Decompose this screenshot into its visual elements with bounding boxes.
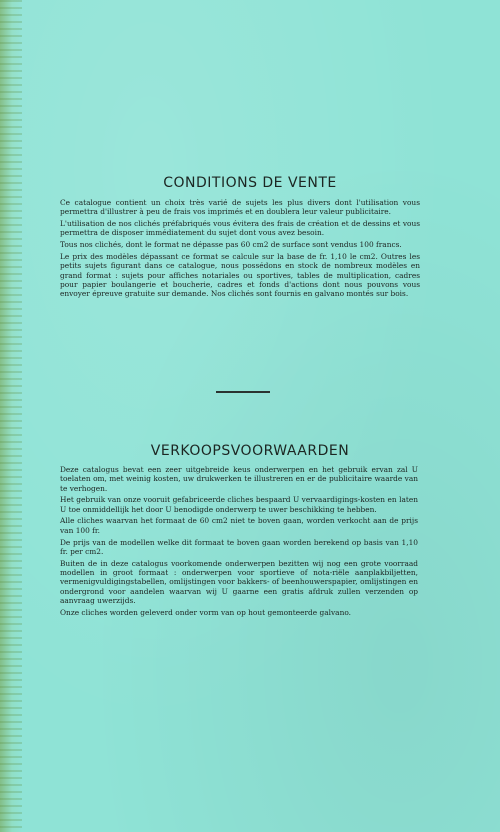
dutch-section-title: VERKOOPSVOORWAARDEN — [150, 443, 350, 459]
page-binding-edge — [0, 0, 22, 832]
dutch-paragraph: Buiten de in deze catalogus voorkomende onderwerpen bezitten wij nog een grote voorraad modellen in groot formaat : onderwerpen voor sportieve of nota-riële aanplakbiljetten, vermenigvuldigingstabellen, omlijstingen voor bakkers- of beenhouwerspapier, omlijstingen en ondergrond voor aandelen waarvan wij U gaarne een gratis afdruk zullen verzenden op aanvraag uwerzijds. — [60, 558, 418, 605]
french-conditions-text — [60, 198, 420, 301]
dutch-paragraph: Onze cliches worden geleverd onder vorm van op hout gemonteerde galvano. — [60, 607, 352, 617]
dutch-paragraph: Deze catalogus bevat een zeer uitgebreide keus onderwerpen en het gebruik ervan zal U toelaten om, met weinig kosten, uw drukwerken te illustreren en er de publicitaire waarde van te verhogen. — [60, 465, 418, 493]
dutch-paragraph: Het gebruik van onze vooruit gefabriceerde cliches bespaard U vervaardigings-kosten en laten U toe onmiddellijk het door U benodigde onderwerp te uwer beschikking te hebben. — [60, 495, 418, 514]
section-divider — [216, 391, 270, 393]
french-paragraph: L'utilisation de nos clichés préfabriqués vous évitera des frais de création et de dessins et vous permettra de disposer immédiatement du sujet dont vous avez besoin. — [60, 219, 420, 238]
french-paragraph: Ce catalogue contient un choix très varié de sujets les plus divers dont l'utilisation vous permettra d'illustrer à peu de frais vos imprimés et en doublera leur valeur publicitaire. — [60, 198, 420, 217]
french-section-title: CONDITIONS DE VENTE — [163, 175, 337, 191]
dutch-conditions-text — [60, 465, 418, 619]
dutch-paragraph: Alle cliches waarvan het formaat de 60 cm2 niet te boven gaan, worden verkocht aan de prijs van 100 fr. — [60, 516, 418, 535]
dutch-paragraph: De prijs van de modellen welke dit formaat te boven gaan worden berekend op basis van 1,10 fr. per cm2. — [60, 537, 418, 556]
french-paragraph: Tous nos clichés, dont le format ne dépasse pas 60 cm2 de surface sont vendus 100 francs. — [60, 240, 402, 250]
french-paragraph: Le prix des modèles dépassant ce format se calcule sur la base de fr. 1,10 le cm2. Outres les petits sujets figurant dans ce catalogue, nous possédons en stock de nombreux modèles en grand format : sujets pour affiches notariales ou sportives, tables de multiplication, cadres pour papier boulangerie et boucherie, cadres et fonds d'actions dont nous pouvons vous envoyer épreuve gratuite sur demande. Nos clichés sont fournis en galvano montés sur bois. — [60, 251, 420, 299]
